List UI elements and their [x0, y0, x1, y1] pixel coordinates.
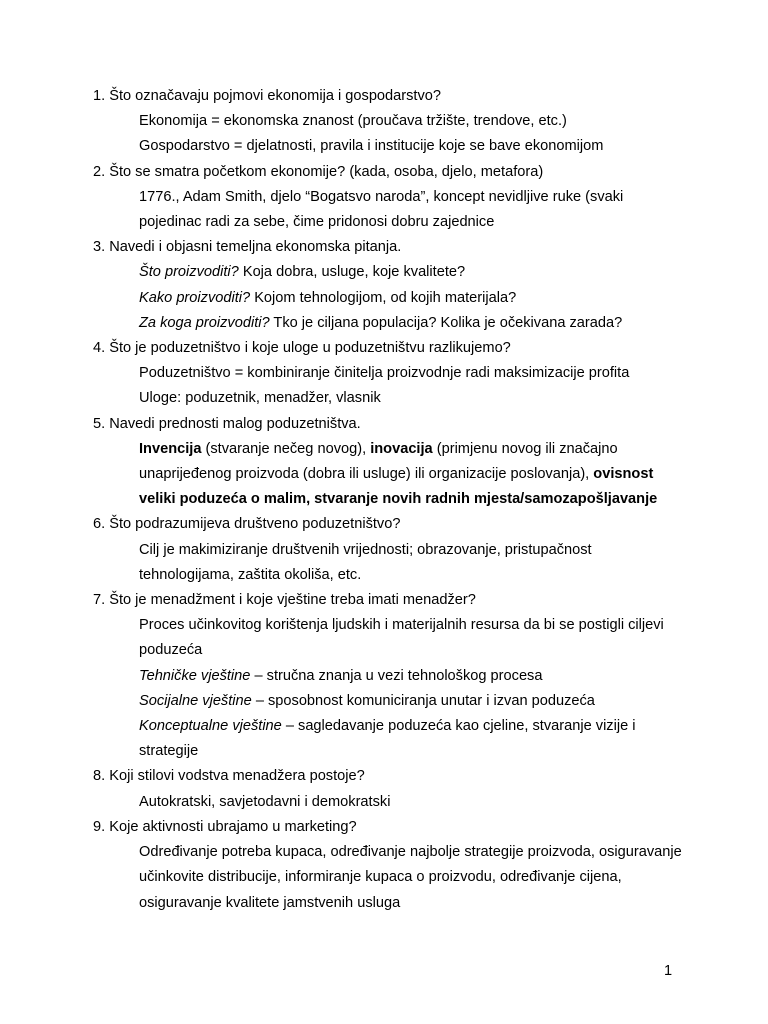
answer-line: [139, 689, 683, 714]
document-body: [93, 84, 683, 916]
answer-8: [139, 790, 683, 815]
answer-bold: Invencija: [139, 440, 202, 457]
question-9: 9. Koje aktivnosti ubrajamo u marketing?: [93, 818, 357, 835]
question-7: 7. Što je menadžment i koje vještine treba imati menadžer?: [93, 592, 476, 609]
answer-term: Tehničke vještine: [139, 667, 251, 684]
question-8: 8. Koji stilovi vodstva menadžera postoje?: [93, 768, 365, 785]
question-1: 1. Što označavaju pojmovi ekonomija i gospodarstvo?: [93, 88, 442, 104]
answer-line: Cilj je makimiziranje društvenih vrijednosti; obrazovanje, pristupačnost tehnologijama, zaštita okoliša, etc.: [139, 541, 592, 583]
answer-text: – sposobnost komuniciranja unutar i izvan poduzeća: [251, 692, 595, 709]
answer-6: [139, 538, 683, 588]
answer-text: Kojom tehnologijom, od kojih materijala?: [250, 289, 517, 306]
answer-term: Kako proizvoditi?: [139, 289, 251, 306]
answer-line: Uloge: poduzetnik, menadžer, vlasnik: [139, 390, 381, 407]
answer-line: Poduzetništvo = kombiniranje činitelja proizvodnje radi maksimizacije profita: [139, 365, 630, 382]
answer-line: 1776., Adam Smith, djelo “Bogatsvo naroda”, koncept nevidljive ruke (svaki pojedinac radi za sebe, čime pridonosi dobru zajednice: [139, 188, 624, 231]
answer-text: (stvaranje nečeg novog),: [201, 440, 371, 457]
answer-term: Što proizvoditi?: [139, 264, 239, 281]
answer-term: Socijalne vještine: [139, 692, 252, 709]
answer-line: [139, 664, 683, 689]
answer-line: [139, 311, 683, 336]
answer-text: – sagledavanje poduzeća kao cjeline, stvaranje vizije i strategije: [139, 718, 636, 760]
answer-line: Ekonomija = ekonomska znanost (proučava tržište, trendove, etc.): [139, 113, 567, 130]
answer-term: Konceptualne vještine: [139, 718, 282, 735]
answer-line: Autokratski, savjetodavni i demokratski: [139, 793, 391, 810]
answer-text: (primjenu novog ili značajno unaprijeđenog proizvoda (dobra ili usluge) ili organizacije poslovanja),: [139, 440, 618, 483]
answer-7: [139, 613, 683, 764]
answer-4: [139, 361, 683, 411]
answer-line: Gospodarstvo = djelatnosti, pravila i institucije koje se bave ekonomijom: [139, 138, 604, 155]
answer-bold: inovacija: [370, 440, 433, 457]
question-4: 4. Što je poduzetništvo i koje uloge u poduzetništvu razlikujemo?: [93, 340, 511, 357]
page-number: 1: [664, 963, 673, 979]
answer-term: Za koga proizvoditi?: [139, 314, 270, 331]
answer-line: [139, 437, 683, 513]
answer-text: Koja dobra, usluge, koje kvalitete?: [238, 264, 466, 281]
answer-line: Određivanje potreba kupaca, određivanje najbolje strategije proizvoda, osiguravanje učinkovite distribucije, informiranje kupaca o proizvodu, određivanje cijena, osiguravanje kvalitete jamstvenih usluga: [139, 844, 682, 911]
answer-bold: ovisnost veliki poduzeća o malim, stvaranje novih radnih mjesta/samozapošljavanje: [139, 466, 658, 508]
answer-line: Proces učinkovitog korištenja ljudskih i materijalnih resursa da bi se postigli ciljevi poduzeća: [139, 617, 664, 659]
answer-3: [139, 260, 683, 336]
answer-2: [139, 185, 683, 235]
answer-9: [139, 840, 683, 916]
answer-text: Tko je ciljana populacija? Kolika je očekivana zarada?: [269, 314, 623, 331]
question-3: 3. Navedi i objasni temeljna ekonomska pitanja.: [93, 239, 402, 256]
answer-line: [139, 260, 683, 285]
answer-line: [139, 714, 683, 764]
answer-1: [139, 109, 683, 159]
question-5: 5. Navedi prednosti malog poduzetništva.: [93, 415, 361, 432]
question-2: 2. Što se smatra početkom ekonomije? (kada, osoba, djelo, metafora): [93, 163, 544, 180]
answer-line: [139, 286, 683, 311]
answer-text: – stručna znanja u vezi tehnološkog procesa: [250, 667, 543, 684]
question-6: 6. Što podrazumijeva društveno poduzetništvo?: [93, 516, 401, 533]
answer-5: [139, 437, 683, 513]
